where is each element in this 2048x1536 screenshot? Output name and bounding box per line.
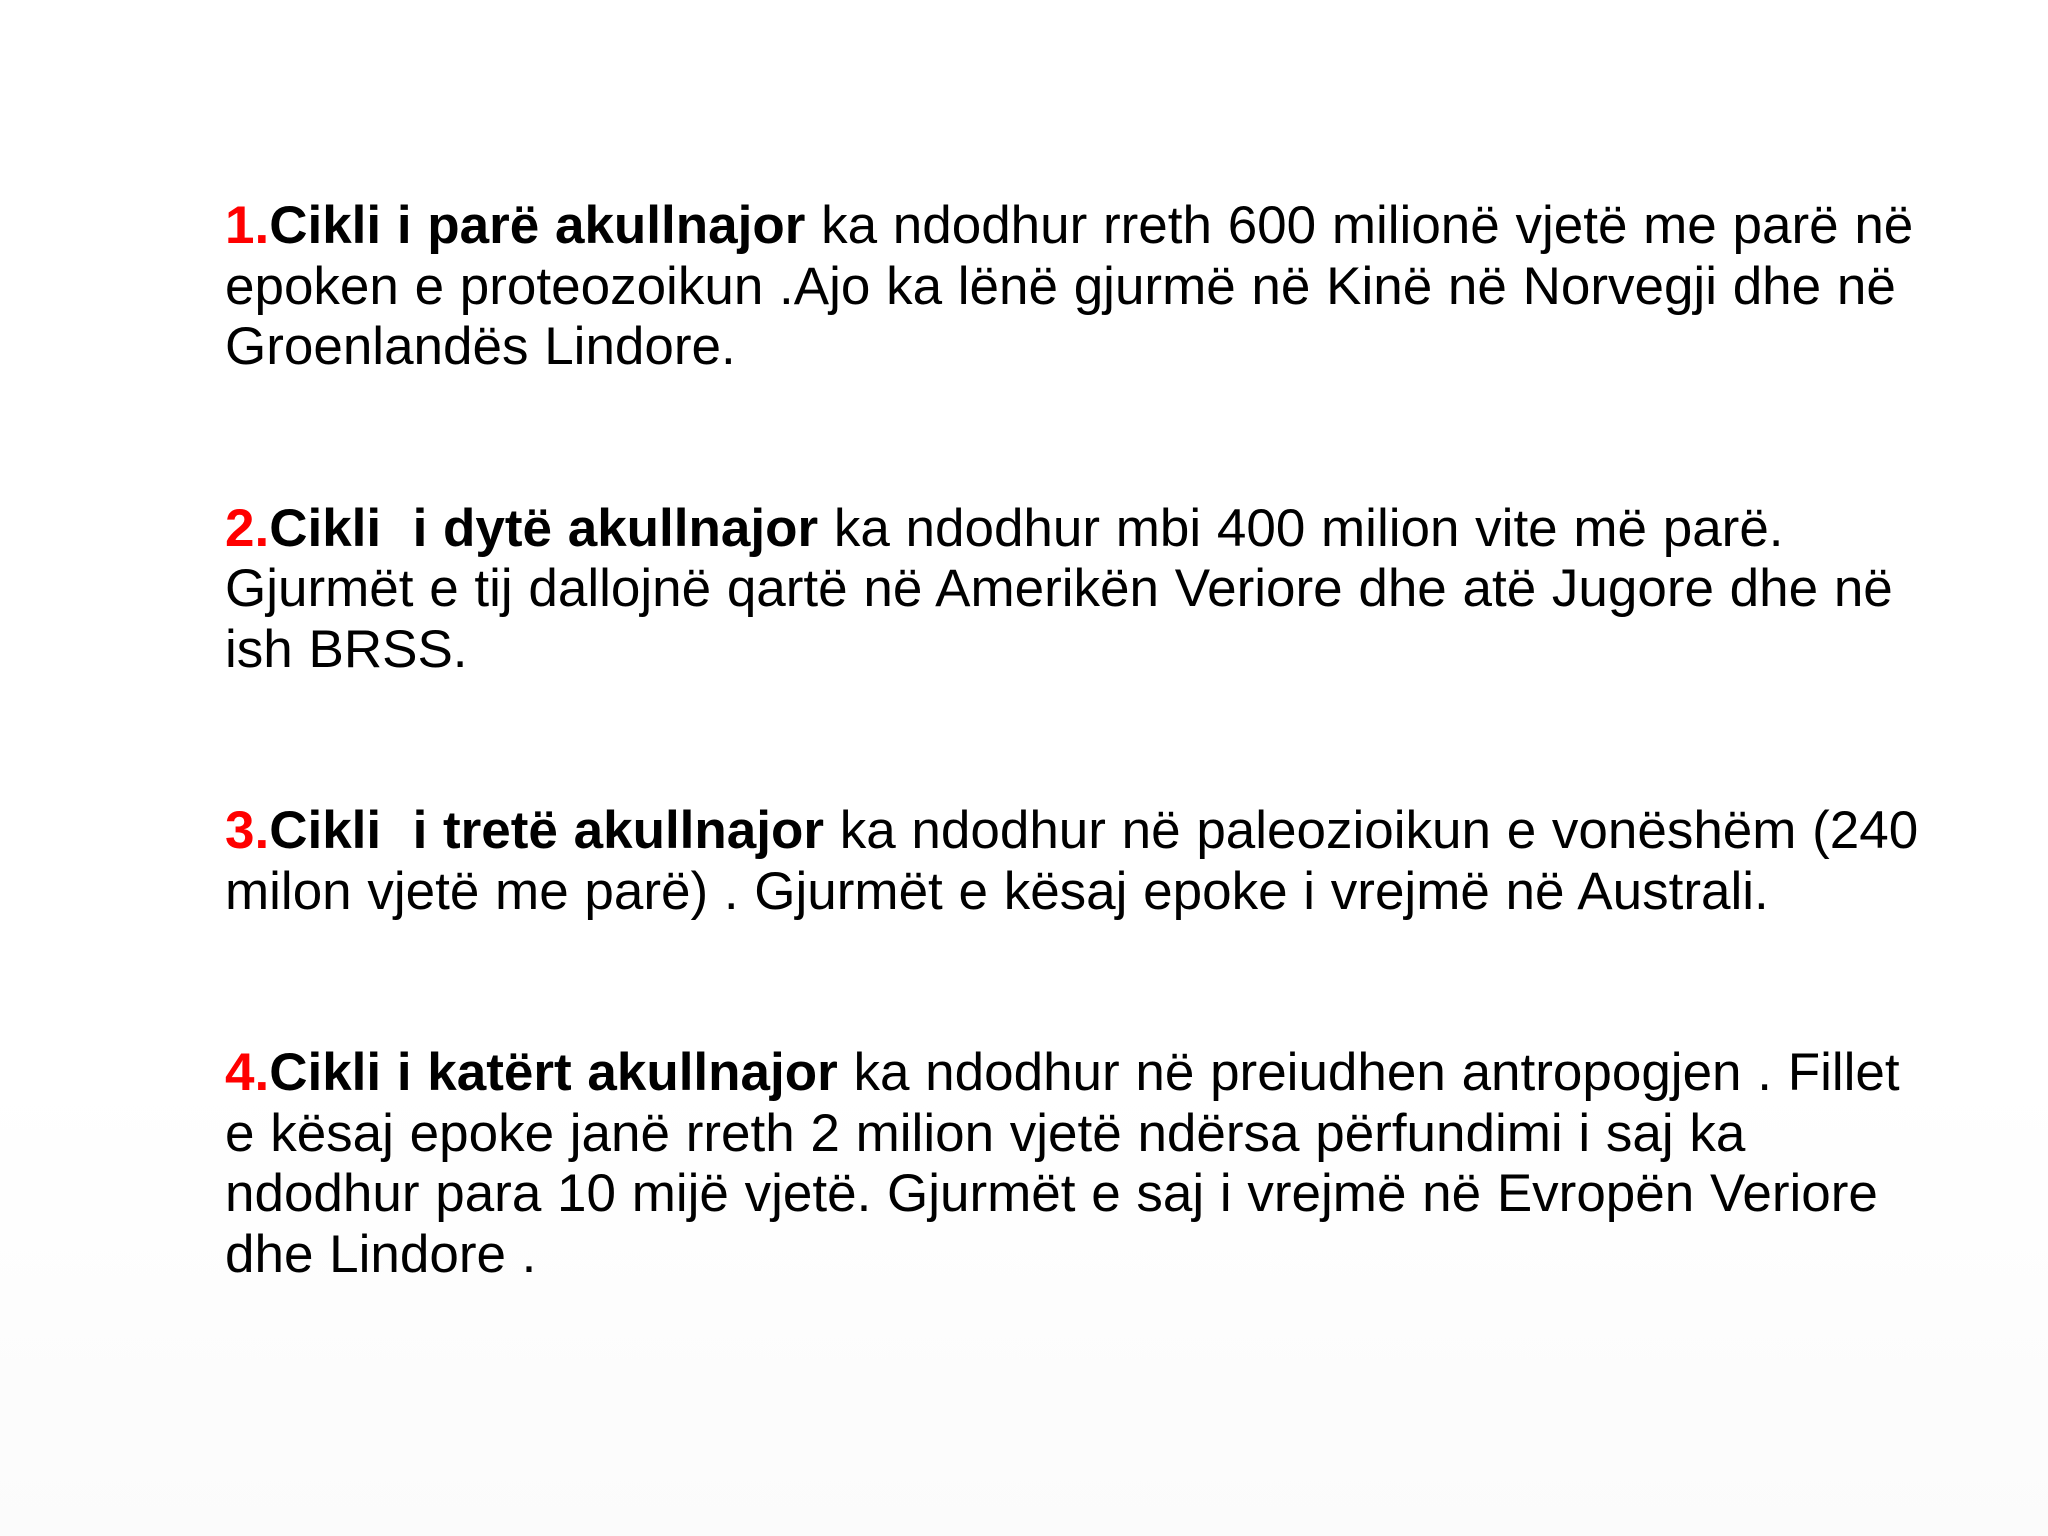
item-text: ka ndodhur në preiudhen antropogjen . Fillet e kësaj epoke janë rreth 2 milion vjetë ndërsa përfundimi i saj ka ndodhur para 10 mijë vjetë. Gjurmët e saj i vrejmë në Evropën Veriore dhe Lindore . bbox=[225, 1043, 1900, 1284]
glacial-cycle-item-4 bbox=[225, 1043, 1925, 1285]
item-heading: Cikli i dytë akullnajor bbox=[269, 498, 819, 558]
item-number: 2. bbox=[225, 498, 270, 558]
item-number: 4. bbox=[225, 1043, 270, 1102]
item-text: ka ndodhur në paleozioikun e vonëshëm (240 milon vjetë me parë) . Gjurmët e kësaj epoke i vrejmë në Australi. bbox=[225, 801, 1919, 921]
glacial-cycle-item-2 bbox=[225, 499, 1925, 681]
item-number: 3. bbox=[225, 801, 270, 860]
glacial-cycle-item-3 bbox=[225, 801, 1925, 922]
item-heading: Cikli i parë akullnajor bbox=[269, 196, 806, 255]
item-heading: Cikli i tretë akullnajor bbox=[269, 801, 824, 860]
item-text: ka ndodhur rreth 600 milionë vjetë me parë në epoken e proteozoikun .Ajo ka lënë gjurmë në Kinë në Norvegji dhe në Groenlandës Lindore. bbox=[225, 196, 1914, 376]
glacial-cycle-item-1 bbox=[225, 196, 1925, 378]
item-number: 1. bbox=[225, 196, 270, 255]
item-heading: Cikli i katërt akullnajor bbox=[269, 1043, 838, 1102]
item-text: ka ndodhur mbi 400 milion vite më parë. Gjurmët e tij dallojnë qartë në Amerikën Veriore dhe atë Jugore dhe në ish BRSS. bbox=[225, 498, 1893, 679]
slide-content bbox=[225, 196, 1925, 1285]
